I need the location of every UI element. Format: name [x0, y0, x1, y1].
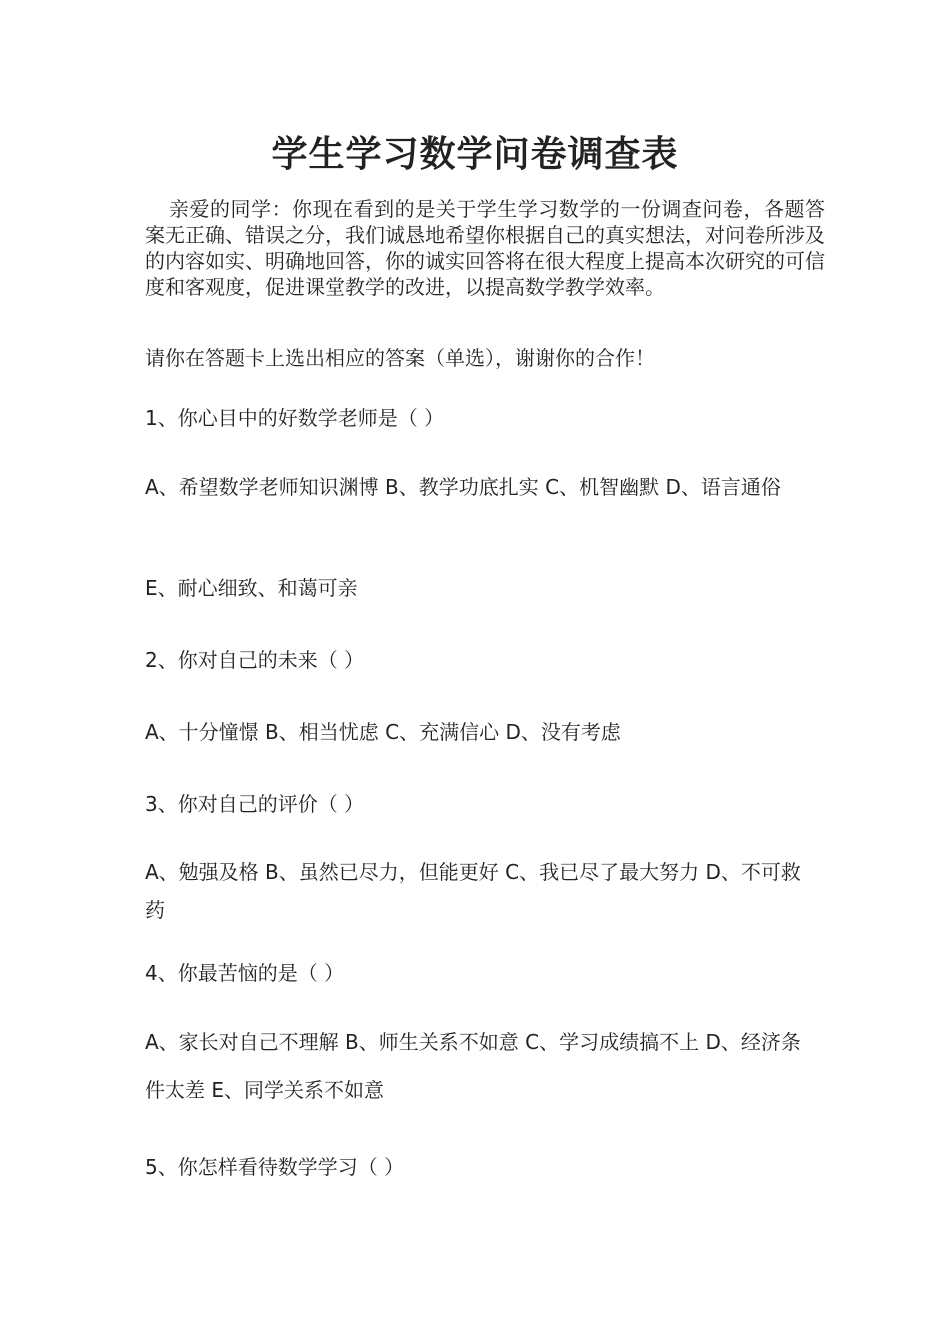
question-1-stem: 1、你心目中的好数学老师是（ ） — [145, 406, 445, 430]
question-4-stem: 4、你最苦恼的是（ ） — [145, 961, 345, 985]
question-4-options: A、家长对自己不理解 B、师生关系不如意 C、学习成绩搞不上 D、经济条件太差 E、同学关系不如意 — [145, 1030, 801, 1102]
question-1-options: A、希望数学老师知识渊博 B、教学功底扎实 C、机智幽默 D、语言通俗 — [145, 475, 781, 499]
question-5-stem: 5、你怎样看待数学学习（ ） — [145, 1155, 405, 1179]
instruction-text: 请你在答题卡上选出相应的答案（单选），谢谢你的合作！ — [145, 346, 655, 370]
question-2-stem: 2、你对自己的未来（ ） — [145, 648, 365, 672]
intro-paragraph: 亲爱的同学：你现在看到的是关于学生学习数学的一份调查问卷，各题答案无正确、错误之分，我们诚恳地希望你根据自己的真实想法，对问卷所涉及的内容如实、明确地回答，你的诚实回答将在很大程度上提高本次研究的可信度和客观度，促进课堂教学的改进，以提高数学教学效率。 — [145, 197, 825, 299]
question-1-options-extra: E、耐心细致、和蔼可亲 — [145, 576, 358, 600]
question-3-options: A、勉强及格 B、虽然已尽力，但能更好 C、我已尽了最大努力 D、不可救药 — [145, 860, 801, 922]
document-title: 学生学习数学问卷调查表 — [271, 133, 679, 175]
question-2-options: A、十分憧憬 B、相当忧虑 C、充满信心 D、没有考虑 — [145, 720, 621, 744]
question-3-stem: 3、你对自己的评价（ ） — [145, 792, 365, 816]
